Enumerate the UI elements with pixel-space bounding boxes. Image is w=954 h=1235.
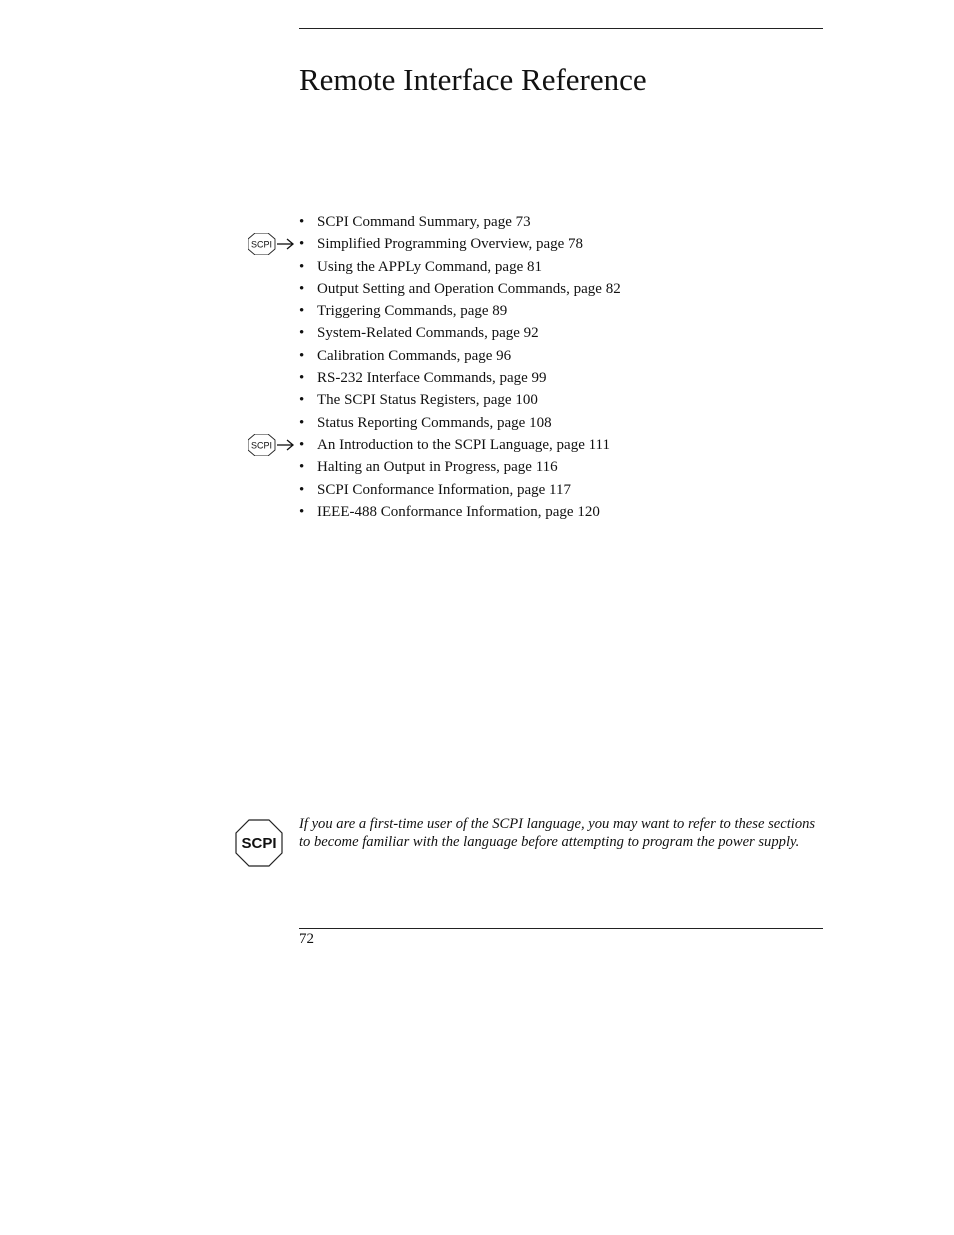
toc-item [299,211,621,233]
bullet: • [299,414,305,431]
toc-item [299,278,621,300]
bullet: • [299,236,305,253]
scpi-icon-label: SCPI [241,835,277,852]
top-rule [299,28,823,29]
toc-item-label: System-Related Commands, page 92 [317,325,539,342]
bullet: • [299,214,305,230]
bullet: • [299,436,305,453]
scpi-marker-label: SCPI [250,440,273,451]
toc-item-label: Status Reporting Commands, page 108 [317,414,552,431]
toc-item [299,322,621,344]
toc-item [299,300,621,322]
bullet: • [299,459,305,476]
toc-item-label: The SCPI Status Registers, page 100 [317,392,538,409]
bullet: • [299,347,305,364]
toc-item-label: SCPI Conformance Information, page 117 [317,481,571,498]
page-number: 72 [299,931,314,947]
toc-item [299,389,621,411]
toc-item [299,456,621,478]
toc-item [299,345,621,367]
bullet: • [299,280,305,297]
bullet: • [299,481,305,498]
bullet: • [299,370,305,387]
toc-item-label: Output Setting and Operation Commands, page 82 [317,280,621,297]
scpi-octagon-icon [235,819,283,867]
bullet: • [299,258,305,275]
toc-item [299,501,621,523]
toc-item-label: Simplified Programming Overview, page 78 [317,236,584,253]
section-list [250,211,621,523]
scpi-marker-label: SCPI [250,239,273,250]
toc-item [250,233,621,255]
scpi-arrow-marker-icon [248,233,298,255]
toc-item-label: Calibration Commands, page 96 [317,347,512,364]
scpi-arrow-marker-icon [248,434,298,456]
page-title: Remote Interface Reference [299,62,647,97]
toc-item [299,479,621,501]
toc-item [299,256,621,278]
toc-item-label: SCPI Command Summary, page 73 [317,214,531,230]
toc-item [250,434,621,456]
toc-item-label: IEEE-488 Conformance Information, page 120 [317,503,600,520]
bullet: • [299,392,305,409]
toc-item [299,367,621,389]
toc-item-label: Triggering Commands, page 89 [317,303,508,320]
toc-item [299,412,621,434]
toc-item-label: Halting an Output in Progress, page 116 [317,459,558,476]
toc-item-label: RS-232 Interface Commands, page 99 [317,370,547,387]
bullet: • [299,303,305,320]
bullet: • [299,503,305,520]
scpi-note: If you are a first-time user of the SCPI language, you may want to refer to these sections to become familiar with the language before attempting to program the power supply. [299,816,816,851]
bottom-rule [299,928,823,929]
bullet: • [299,325,305,342]
toc-item-label: Using the APPLy Command, page 81 [317,258,542,275]
toc-item-label: An Introduction to the SCPI Language, page 111 [317,436,610,453]
